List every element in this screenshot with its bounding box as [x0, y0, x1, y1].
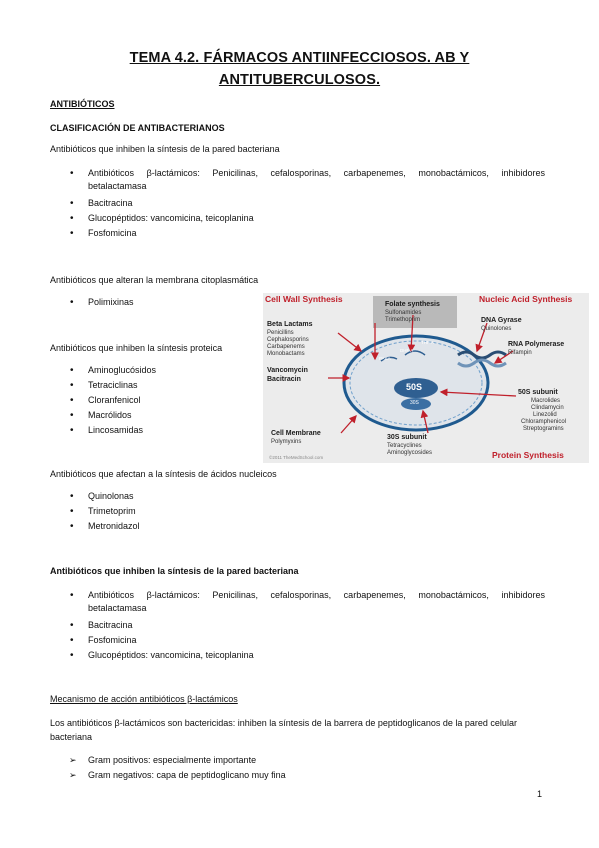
subunit-50s-title: 50S subunit: [518, 389, 558, 396]
group1-intro: Antibióticos que inhiben la síntesis de la pared bacteriana: [50, 144, 280, 154]
dna-gyrase-drug: Quinolones: [481, 326, 512, 332]
mechanism-paragraph: Los antibióticos β-lactámicos son bactericidas: inhiben la síntesis de la barrera de peptidoglicanos de la pared celular bacteriana: [50, 718, 517, 742]
nucleic-acid-synthesis-label: Nucleic Acid Synthesis: [479, 294, 573, 304]
group4-list: [50, 489, 250, 534]
beta-lactam-drug: Cephalosporins: [267, 337, 309, 343]
beta-lactam-drug: Penicillins: [267, 330, 294, 336]
cell-membrane-title: Cell Membrane: [271, 430, 321, 437]
bacitracin-label: Bacitracin: [267, 376, 301, 383]
group4-intro: Antibióticos que afectan a la síntesis de ácidos nucleicos: [50, 469, 277, 479]
list-item: • Lincosamidas: [50, 423, 250, 438]
subunit-50s-drug: Clindamycin: [531, 405, 564, 411]
list-item: • Metronidazol: [50, 519, 250, 534]
group1-list: [50, 167, 545, 241]
dhf-label: DHF A: [400, 348, 414, 353]
protein-synthesis-label: Protein Synthesis: [492, 450, 564, 460]
vancomycin-label: Vancomycin: [267, 367, 308, 374]
subunit-50s-drug: Linezolid: [533, 412, 557, 418]
beta-lactam-drug: Monobactams: [267, 351, 305, 357]
thf-label: THF A: [421, 340, 434, 345]
paba-label: PABA: [379, 356, 391, 361]
cell-wall-synthesis-label: Cell Wall Synthesis: [265, 294, 343, 304]
list-item: • Tetraciclinas: [50, 378, 250, 393]
group2-intro: Antibióticos que alteran la membrana citoplasmática: [50, 275, 259, 285]
beta-lactams-title: Beta Lactams: [267, 321, 313, 328]
group3-intro: Antibióticos que inhiben la síntesis proteica: [50, 343, 223, 353]
ribosome-30s-label: 30S: [410, 400, 419, 406]
mechanism-heading: Mecanismo de acción antibióticos β-lactámicos: [50, 694, 238, 704]
list-item: • Polimixinas: [50, 295, 250, 310]
page-number: 1: [537, 789, 543, 799]
antibiotic-targets-diagram: [263, 293, 589, 463]
folate-title: Folate synthesis: [385, 301, 440, 308]
subunit-50s-drug: Macrolides: [531, 398, 561, 404]
section-heading: ANTIBIÓTICOS: [50, 99, 115, 109]
list-item: • Fosfomicina: [50, 226, 545, 241]
list-item: • Fosfomicina: [50, 633, 545, 648]
list-item: ➢ Gram positivos: especialmente importante: [50, 753, 450, 768]
list-item: • Bacitracina: [50, 196, 545, 211]
list-item: • Glucopéptidos: vancomicina, teicoplanina: [50, 211, 545, 226]
list-item: • Quinolonas: [50, 489, 250, 504]
rna-polymerase-drug: Rifampin: [508, 350, 532, 356]
folate-drug: Sulfonamides: [385, 310, 422, 316]
classification-heading: CLASIFICACIÓN DE ANTIBACTERIANOS: [50, 123, 225, 133]
rna-polymerase-title: RNA Polymerase: [508, 341, 565, 348]
ribosome-50s-label: 50S: [406, 382, 423, 392]
page-title-line1: TEMA 4.2. FÁRMACOS ANTIINFECCIOSOS. AB Y: [129, 50, 470, 66]
list-item: • Aminoglucósidos: [50, 363, 250, 378]
list-item: • Antibióticos β-lactámicos: Penicilinas, cefalosporinas, carbapenemes, monobactámicos, inhibidores betalactamasa: [50, 589, 545, 615]
subunit-50s-drug: Chloramphenicol: [521, 419, 567, 425]
subunit-50s-drug: Streptogramins: [523, 426, 564, 432]
section2-heading: Antibióticos que inhiben la síntesis de la pared bacteriana: [50, 566, 299, 576]
page-title-line2: ANTITUBERCULOSOS.: [218, 72, 381, 88]
folate-drug: Trimethoprim: [385, 317, 421, 323]
dna-gyrase-title: DNA Gyrase: [481, 317, 522, 324]
group3-list: [50, 363, 250, 438]
list-item: • Cloranfenicol: [50, 393, 250, 408]
subunit-30s-drug: Tetracyclines: [387, 443, 422, 449]
beta-lactam-drug: Carbapenems: [267, 344, 305, 350]
diagram-copyright: ©2011 TheMedSchool.com: [269, 455, 324, 460]
list-item: • Glucopéptidos: vancomicina, teicoplanina: [50, 648, 545, 663]
list-item: ➢ Gram negativos: capa de peptidoglicano muy fina: [50, 768, 450, 783]
list-item: • Trimetoprim: [50, 504, 250, 519]
list-item: • Macrólidos: [50, 408, 250, 423]
section2-list: [50, 589, 545, 663]
cell-membrane-drug: Polymyxins: [271, 439, 302, 445]
group2-list: [50, 295, 250, 310]
subunit-30s-drug: Aminoglycosides: [387, 450, 433, 456]
list-item: • Antibióticos β-lactámicos: Penicilinas, cefalosporinas, carbapenemes, monobactámicos, inhibidores betalactamasa: [50, 167, 545, 193]
list-item: • Bacitracina: [50, 618, 545, 633]
mechanism-list: [50, 753, 450, 783]
subunit-30s-title: 30S subunit: [387, 434, 427, 441]
